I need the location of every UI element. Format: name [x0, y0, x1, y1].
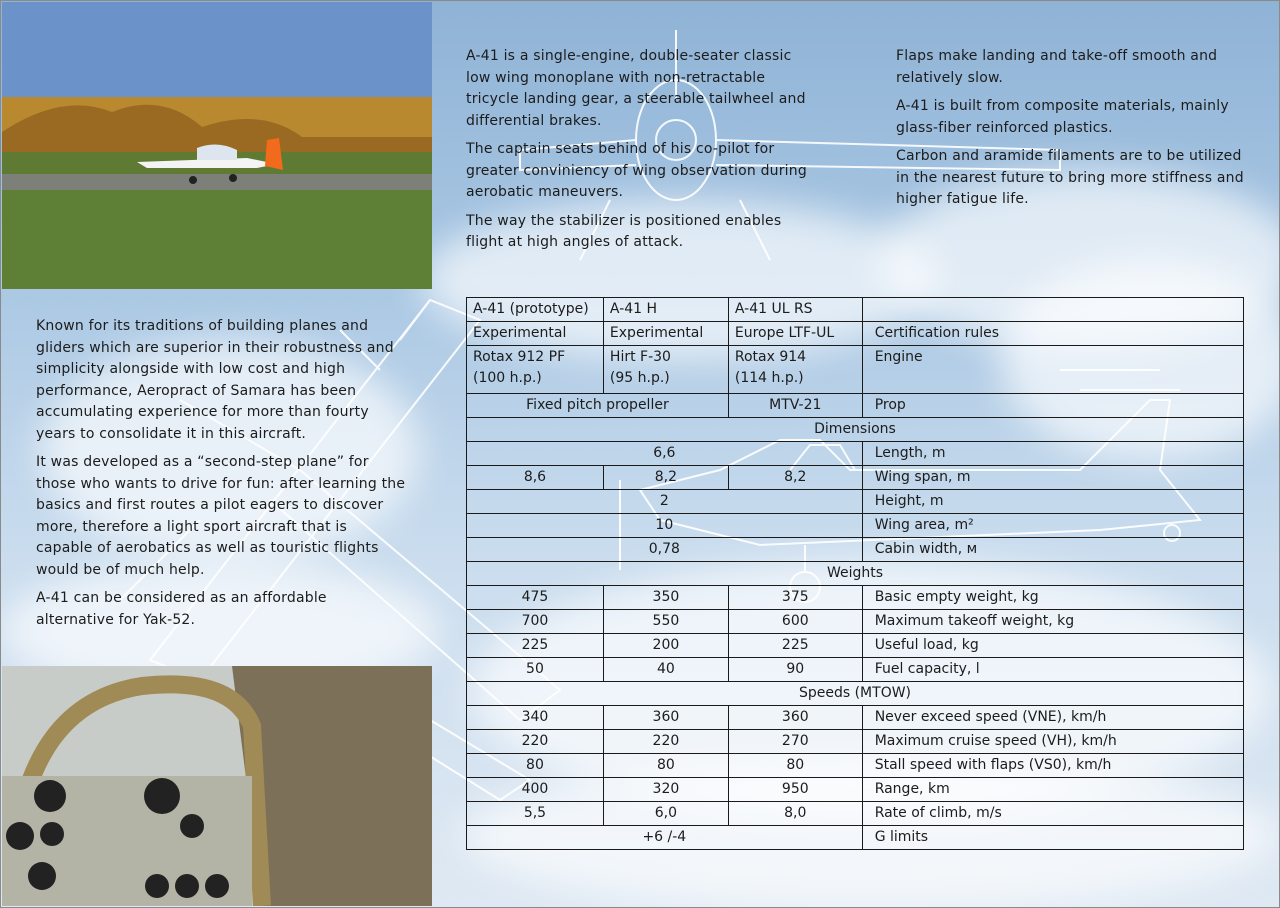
row-label: Range, km [862, 778, 1243, 802]
table-row [467, 634, 1244, 658]
table-cell: 8,6 [467, 466, 604, 490]
table-cell: 400 [467, 778, 604, 802]
section-header-row [467, 682, 1244, 706]
row-label: Engine [862, 346, 1243, 394]
table-cell: 950 [728, 778, 862, 802]
table-cell: 225 [728, 634, 862, 658]
right-paragraph: A-41 is built from composite materials, mainly glass-fiber reinforced plastics. [896, 98, 1229, 136]
table-row [467, 442, 1244, 466]
table-cell: Fixed pitch propeller [467, 394, 729, 418]
table-cell: 6,6 [467, 442, 863, 466]
table-cell: 550 [603, 610, 728, 634]
section-header-row [467, 562, 1244, 586]
table-cell: Experimental [467, 322, 604, 346]
row-label: Wing area, m² [862, 514, 1243, 538]
table-row [467, 778, 1244, 802]
table-cell: 5,5 [467, 802, 604, 826]
row-label: Basic empty weight, kg [862, 586, 1243, 610]
cockpit-photo [2, 666, 432, 906]
table-cell: 360 [728, 706, 862, 730]
table-cell [862, 298, 1243, 322]
section-header: Speeds (MTOW) [467, 682, 1244, 706]
table-cell: 8,2 [603, 466, 728, 490]
table-cell: 50 [467, 658, 604, 682]
table-cell: 2 [467, 490, 863, 514]
left-paragraph: It was developed as a “second-step plane” for those who wants to drive for fun: after learning the basics and first routes a pilot eagers to discover more, therefore a light sport aircraft that is capable of aerobatics as well as touristic flights would be of much help. [36, 454, 406, 578]
table-cell: 8,0 [728, 802, 862, 826]
table-cell: 90 [728, 658, 862, 682]
table-row [467, 658, 1244, 682]
left-description [36, 316, 406, 638]
middle-paragraph: The captain seats behind of his co-pilot for greater conviniency of wing observation during aerobatic maneuvers. [466, 141, 807, 200]
table-cell: A-41 (prototype) [467, 298, 604, 322]
row-label: Length, m [862, 442, 1243, 466]
row-label: Prop [862, 394, 1243, 418]
table-cell: 700 [467, 610, 604, 634]
section-header: Weights [467, 562, 1244, 586]
table-cell: Rotax 914 (114 h.p.) [728, 346, 862, 394]
right-paragraph: Carbon and aramide filaments are to be utilized in the nearest future to bring more stiffness and higher fatigue life. [896, 148, 1244, 207]
section-header-row [467, 418, 1244, 442]
table-cell: 200 [603, 634, 728, 658]
table-cell: 225 [467, 634, 604, 658]
row-label: Height, m [862, 490, 1243, 514]
table-cell: 350 [603, 586, 728, 610]
table-cell: 600 [728, 610, 862, 634]
table-cell: 0,78 [467, 538, 863, 562]
table-cell: A-41 H [603, 298, 728, 322]
row-label: Maximum cruise speed (VH), km/h [862, 730, 1243, 754]
table-cell: 360 [603, 706, 728, 730]
left-paragraph: Known for its traditions of building planes and gliders which are superior in their robustness and simplicity alongside with low cost and high performance, Aeropract of Samara has been accumulating experience for more than fourty years to consolidate it in this aircraft. [36, 318, 394, 442]
table-row [467, 802, 1244, 826]
table-cell: A-41 UL RS [728, 298, 862, 322]
row-label: Cabin width, м [862, 538, 1243, 562]
table-row [467, 394, 1244, 418]
row-label: Stall speed with flaps (VS0), km/h [862, 754, 1243, 778]
table-row [467, 826, 1244, 850]
table-row [467, 466, 1244, 490]
table-cell: Europe LTF-UL [728, 322, 862, 346]
table-row [467, 754, 1244, 778]
table-cell: 220 [603, 730, 728, 754]
right-paragraph: Flaps make landing and take-off smooth and relatively slow. [896, 48, 1218, 86]
table-cell: +6 /-4 [467, 826, 863, 850]
middle-paragraph: A-41 is a single-engine, double-seater classic low wing monoplane with non-retractable tricycle landing gear, a steerable tailwheel and differential brakes. [466, 48, 806, 129]
specification-table [466, 297, 1244, 850]
left-paragraph: A-41 can be considered as an affordable alternative for Yak-52. [36, 590, 327, 628]
table-row [467, 610, 1244, 634]
table-cell: Experimental [603, 322, 728, 346]
table-cell: 80 [728, 754, 862, 778]
table-row [467, 538, 1244, 562]
table-cell: 80 [603, 754, 728, 778]
table-cell: 375 [728, 586, 862, 610]
table-row [467, 490, 1244, 514]
table-cell: 6,0 [603, 802, 728, 826]
table-cell: 40 [603, 658, 728, 682]
table-row [467, 586, 1244, 610]
row-label: Maximum takeoff weight, kg [862, 610, 1243, 634]
table-row [467, 322, 1244, 346]
airfield-photo [2, 2, 432, 289]
table-cell: 10 [467, 514, 863, 538]
table-cell: 340 [467, 706, 604, 730]
row-label: Fuel capacity, l [862, 658, 1243, 682]
table-cell: Rotax 912 PF (100 h.p.) [467, 346, 604, 394]
middle-paragraph: The way the stabilizer is positioned enables flight at high angles of attack. [466, 212, 782, 250]
row-label: Certification rules [862, 322, 1243, 346]
table-cell: 220 [467, 730, 604, 754]
table-cell: 320 [603, 778, 728, 802]
table-header-row [467, 298, 1244, 322]
section-header: Dimensions [467, 418, 1244, 442]
row-label: Rate of climb, m/s [862, 802, 1243, 826]
row-label: Wing span, m [862, 466, 1243, 490]
right-description [896, 46, 1246, 218]
table-cell: MTV-21 [728, 394, 862, 418]
row-label: Never exceed speed (VNE), km/h [862, 706, 1243, 730]
table-cell: 8,2 [728, 466, 862, 490]
table-cell: 80 [467, 754, 604, 778]
table-cell: 475 [467, 586, 604, 610]
table-row [467, 514, 1244, 538]
row-label: G limits [862, 826, 1243, 850]
table-cell: Hirt F-30 (95 h.p.) [603, 346, 728, 394]
table-row [467, 346, 1244, 394]
row-label: Useful load, kg [862, 634, 1243, 658]
table-row [467, 730, 1244, 754]
table-cell: 270 [728, 730, 862, 754]
table-row [467, 706, 1244, 730]
middle-description [466, 46, 816, 261]
